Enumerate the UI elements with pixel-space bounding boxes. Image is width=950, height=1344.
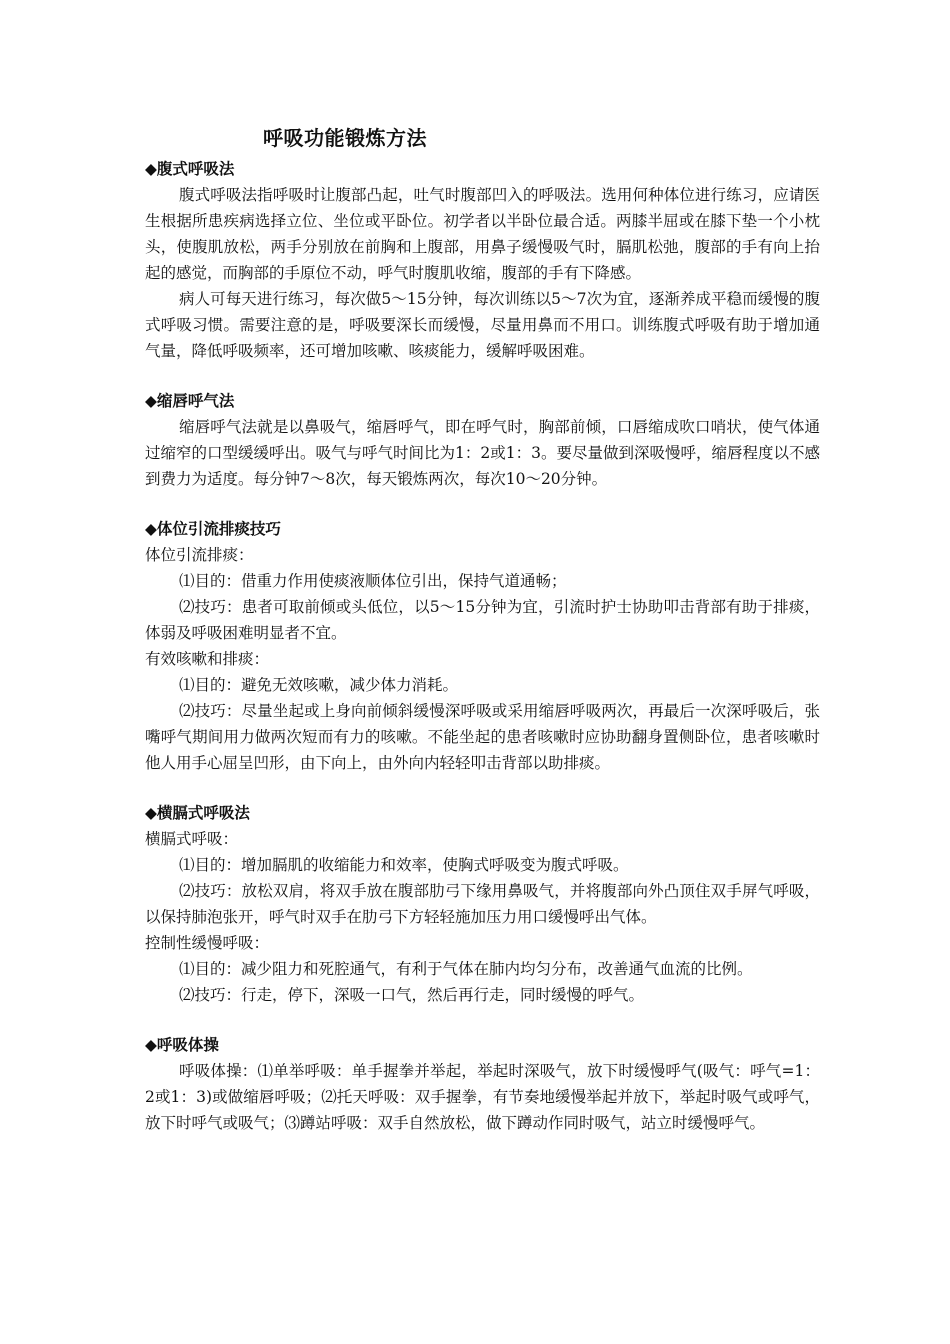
sub-label: 横膈式呼吸： [145,830,239,848]
document-title: 呼吸功能锻炼方法 [263,126,427,150]
list-item: ⑵技巧：行走，停下，深吸一口气，然后再行走，同时缓慢的呼气。 [179,986,645,1004]
section-spacer [145,492,820,516]
section-abdominal-breathing [145,156,820,364]
section-spacer [145,776,820,800]
section-breathing-exercises [145,1032,820,1136]
paragraph: 腹式呼吸法指呼吸时让腹部凸起，吐气时腹部凹入的呼吸法。选用何种体位进行练习，应请医生根据所患疾病选择立位、坐位或平卧位。初学者以半卧位最合适。两膝半屈或在膝下垫一个小枕头，使腹肌放松，两手分别放在前胸和上腹部，用鼻子缓慢吸气时，膈肌松弛，腹部的手有向上抬起的感觉，而胸部的手原位不动，呼气时腹肌收缩，腹部的手有下降感。 [145,186,820,282]
section-pursed-lip-breathing [145,388,820,492]
list-item: ⑵技巧：尽量坐起或上身向前倾斜缓慢深呼吸或采用缩唇呼吸两次，再最后一次深呼吸后，张嘴呼气期间用力做两次短而有力的咳嗽。不能坐起的患者咳嗽时应协助翻身置侧卧位，患者咳嗽时他人用手心屈呈凹形，由下向上，由外向内轻轻叩击背部以助排痰。 [145,702,820,772]
section-heading: ◆横膈式呼吸法 [145,804,250,822]
sub-label: 体位引流排痰： [145,546,254,564]
list-item: ⑴目的：增加膈肌的收缩能力和效率，使胸式呼吸变为腹式呼吸。 [179,856,629,874]
list-item: ⑵技巧：患者可取前倾或头低位，以5～15分钟为宜，引流时护士协助叩击背部有助于排痰，体弱及呼吸困难明显者不宜。 [145,598,820,642]
sub-label: 控制性缓慢呼吸： [145,934,270,952]
section-heading: ◆体位引流排痰技巧 [145,520,281,538]
section-heading: ◆呼吸体操 [145,1036,219,1054]
list-item: ⑴目的：借重力作用使痰液顺体位引出，保持气道通畅； [179,572,567,590]
list-item: ⑴目的：减少阻力和死腔通气，有利于气体在肺内均匀分布，改善通气血流的比例。 [179,960,753,978]
section-heading: ◆腹式呼吸法 [145,160,235,178]
paragraph: 呼吸体操：⑴单举呼吸：单手握拳并举起，举起时深吸气，放下时缓慢呼气(吸气：呼气=1：2或1：3)或做缩唇呼吸；⑵托天呼吸：双手握拳，有节奏地缓慢举起并放下，举起时吸气或呼气，放下时呼气或吸气；⑶蹲站呼吸：双手自然放松，做下蹲动作同时吸气，站立时缓慢呼气。 [145,1062,820,1132]
section-postural-drainage [145,516,820,776]
list-item: ⑴目的：避免无效咳嗽，减少体力消耗。 [179,676,459,694]
section-diaphragmatic-breathing [145,800,820,1008]
paragraph: 病人可每天进行练习，每次做5～15分钟，每次训练以5～7次为宜，逐渐养成平稳而缓慢的腹式呼吸习惯。需要注意的是，呼吸要深长而缓慢，尽量用鼻而不用口。训练腹式呼吸有助于增加通气量，降低呼吸频率，还可增加咳嗽、咳痰能力，缓解呼吸困难。 [145,290,820,360]
section-heading: ◆缩唇呼气法 [145,392,235,410]
list-item: ⑵技巧：放松双肩，将双手放在腹部肋弓下缘用鼻吸气，并将腹部向外凸顶住双手屏气呼吸，以保持肺泡张开，呼气时双手在肋弓下方轻轻施加压力用口缓慢呼出气体。 [145,882,820,926]
section-spacer [145,1008,820,1032]
section-spacer [145,364,820,388]
document-body [145,120,820,1136]
sub-label: 有效咳嗽和排痰： [145,650,270,668]
paragraph: 缩唇呼气法就是以鼻吸气，缩唇呼气，即在呼气时，胸部前倾，口唇缩成吹口哨状，使气体通过缩窄的口型缓缓呼出。吸气与呼气时间比为1：2或1：3。要尽量做到深吸慢呼，缩唇程度以不感到费力为适度。每分钟7～8次，每天锻炼两次，每次10～20分钟。 [145,418,820,488]
